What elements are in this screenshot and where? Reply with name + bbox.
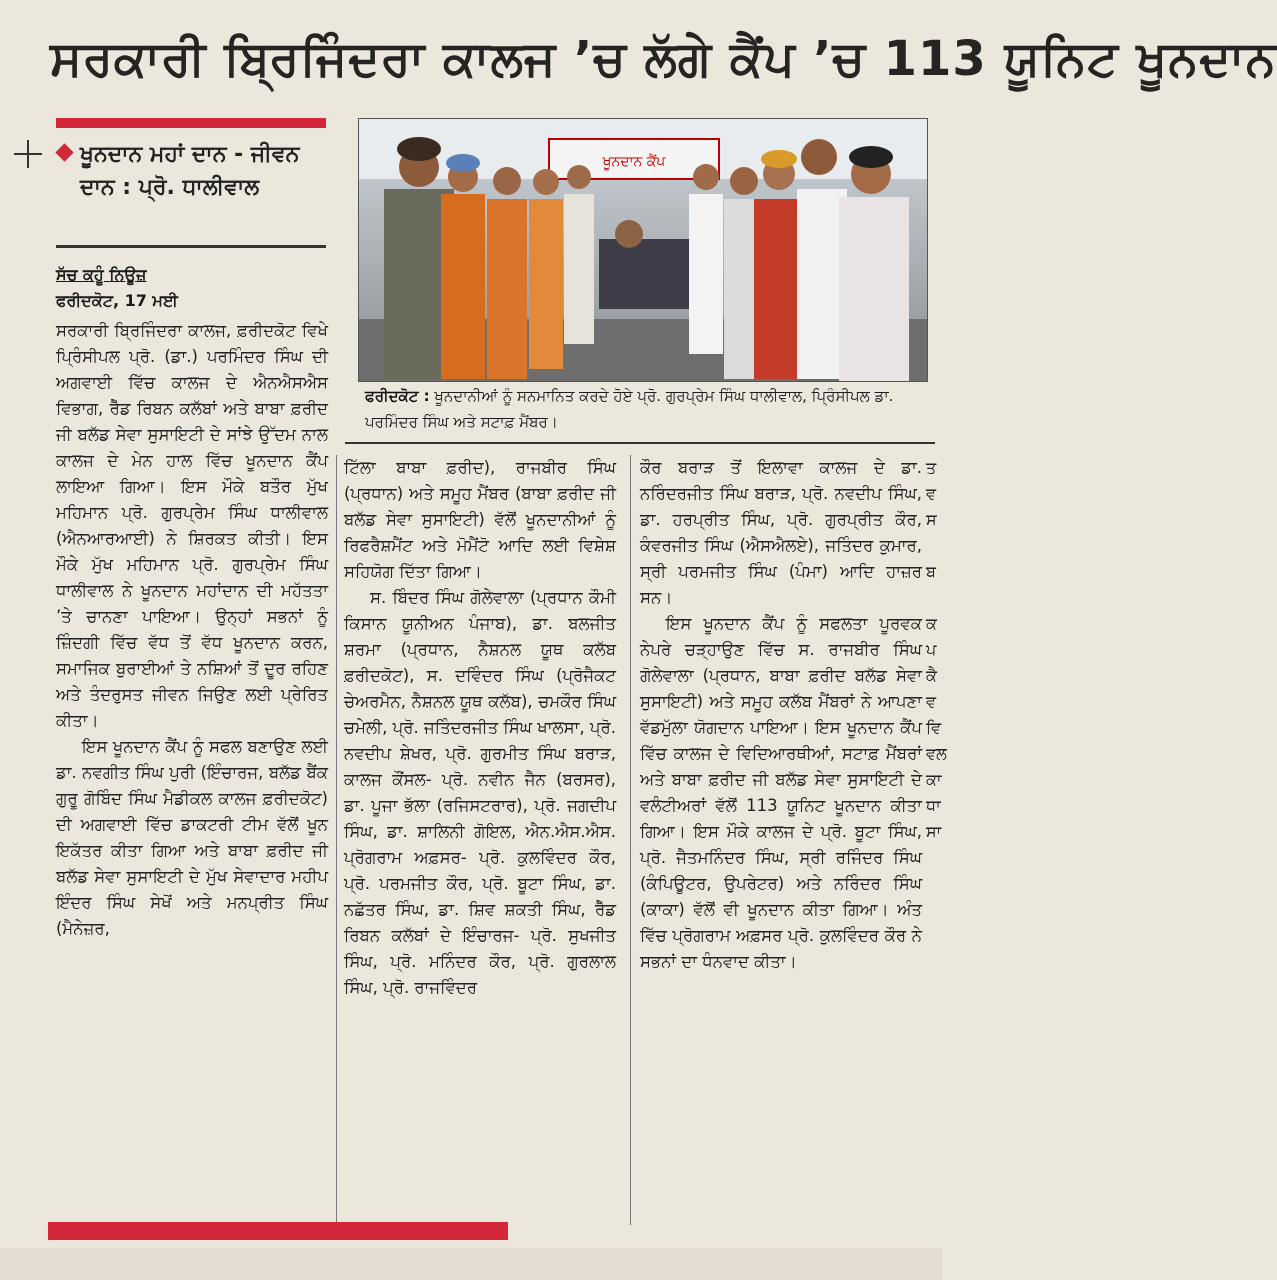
paragraph: ਕੌਰ ਬਰਾੜ ਤੋਂ ਇਲਾਵਾ ਕਾਲਜ ਦੇ ਡਾ. ਨਰਿੰਦਰਜੀਤ ਸਿੰਘ ਬਰਾੜ, ਪ੍ਰੋ. ਨਵਦੀਪ ਸਿੰਘ, ਡਾ. ਹਰਪ੍ਰੀਤ ਸਿੰਘ, ਪ੍ਰੋ. ਗੁਰਪ੍ਰੀਤ ਕੌਰ, ਕੰਵਰਜੀਤ ਸਿੰਘ (ਐਸਐਲਏ), ਜਤਿੰਦਰ ਕੁਮਾਰ, ਸ੍ਰੀ ਪਰਮਜੀਤ ਸਿੰਘ (ਪੰਮਾ) ਆਦਿ ਹਾਜ਼ਰ ਸਨ। xyxy=(640,458,922,607)
news-source: ਸੱਚ ਕਹੂੰ ਨਿਊਜ਼ xyxy=(56,265,147,284)
bottom-red-bar xyxy=(48,1222,508,1240)
article-column-2 xyxy=(344,455,616,1001)
paragraph: ਸ. ਬਿੰਦਰ ਸਿੰਘ ਗੋਲੇਵਾਲਾ (ਪ੍ਰਧਾਨ ਕੌਮੀ ਕਿਸਾਨ ਯੂਨੀਅਨ ਪੰਜਾਬ), ਡਾ. ਬਲਜੀਤ ਸ਼ਰਮਾ (ਪ੍ਰਧਾਨ, ਨੈਸ਼ਨਲ ਯੂਥ ਕਲੱਬ ਫ਼ਰੀਦਕੋਟ), ਸ. ਦਵਿੰਦਰ ਸਿੰਘ (ਪ੍ਰੋਜੈਕਟ ਚੇਅਰਮੈਨ, ਨੈਸ਼ਨਲ ਯੂਥ ਕਲੱਬ), ਚਮਕੌਰ ਸਿੰਘ ਚਮੇਲੀ, ਪ੍ਰੋ. ਜਤਿੰਦਰਜੀਤ ਸਿੰਘ ਖਾਲਸਾ, ਪ੍ਰੋ. ਨਵਦੀਪ ਸ਼ੇਖਰ, ਪ੍ਰੋ. ਗੁਰਮੀਤ ਸਿੰਘ ਬਰਾੜ, ਕਾਲਜ ਕੌਂਸਲ- ਪ੍ਰੋ. ਨਵੀਨ ਜੈਨ (ਬਰਸਰ), ਡਾ. ਪੂਜਾ ਭੱਲਾ (ਰਜਿਸਟਰਾਰ), ਪ੍ਰੋ. ਜਗਦੀਪ ਸਿੰਘ, ਡਾ. ਸ਼ਾਲਿਨੀ ਗੋਇਲ, ਐਨ.ਐਸ.ਐਸ. ਪ੍ਰੋਗਰਾਮ ਅਫ਼ਸਰ- ਪ੍ਰੋ. ਕੁਲਵਿੰਦਰ ਕੌਰ, ਪ੍ਰੋ. ਪਰਮਜੀਤ ਕੌਰ, ਪ੍ਰੋ. ਬੂਟਾ ਸਿੰਘ, ਡਾ. ਨਛੱਤਰ ਸਿੰਘ, ਡਾ. ਸ਼ਿਵ ਸ਼ਕਤੀ ਸਿੰਘ, ਰੈੱਡ ਰਿਬਨ ਕਲੱਬਾਂ ਦੇ ਇੰਚਾਰਜ- ਪ੍ਰੋ. ਸੁਖਜੀਤ ਸਿੰਘ, ਪ੍ਰੋ. ਮਨਿੰਦਰ ਕੌਰ, ਪ੍ਰੋ. ਗੁਰਲਾਲ ਸਿੰਘ, ਪ੍ਰੋ. ਰਾਜਵਿੰਦਰ xyxy=(344,588,616,997)
byline xyxy=(56,262,326,314)
caption-place: ਫਰੀਦਕੋਟ : xyxy=(365,387,430,405)
column-divider xyxy=(630,455,631,1225)
subhead-red-bar xyxy=(56,118,326,128)
crop-mark-icon xyxy=(14,140,42,168)
article-headline: ਸਰਕਾਰੀ ਬ੍ਰਿਜਿੰਦਰਾ ਕਾਲਜ ’ਚ ਲੱਗੇ ਕੈਂਪ ’ਚ 113 ਯੂਨਿਟ ਖੂਨਦਾਨ xyxy=(50,31,1277,87)
dateline: ਫਰੀਦਕੋਟ, 17 ਮਈ xyxy=(56,291,178,310)
group-photo-image xyxy=(359,119,927,381)
adjacent-article-fragment: ਤ ਵ ਸ ਬ ਕ ਪ ਕੈ ਵ ਵਿ ਵਲ ਕਾ ਧਾ ਸਾ xyxy=(926,458,947,841)
event-photo xyxy=(358,118,928,382)
paragraph: ਇਸ ਖੂਨਦਾਨ ਕੈਂਪ ਨੂੰ ਸਫਲ ਬਣਾਉਣ ਲਈ ਡਾ. ਨਵਗੀਤ ਸਿੰਘ ਪੁਰੀ (ਇੰਚਾਰਜ, ਬਲੱਡ ਬੈਂਕ ਗੁਰੂ ਗੋਬਿੰਦ ਸਿੰਘ ਮੈਡੀਕਲ ਕਾਲਜ ਫ਼ਰੀਦਕੋਟ) ਦੀ ਅਗਵਾਈ ਵਿੱਚ ਡਾਕਟਰੀ ਟੀਮ ਵੱਲੋਂ ਖੂਨ ਇਕੱਤਰ ਕੀਤਾ ਗਿਆ ਅਤੇ ਬਾਬਾ ਫ਼ਰੀਦ ਜੀ ਬਲੱਡ ਸੇਵਾ ਸੁਸਾਇਟੀ ਦੇ ਮੁੱਖ ਸੇਵਾਦਾਰ ਮਹੀਪ ਇੰਦਰ ਸਿੰਘ ਸੇਖੋਂ ਅਤੇ ਮਨਪ੍ਰੀਤ ਸਿੰਘ (ਮੈਨੇਜ਼ਰ, xyxy=(56,737,328,938)
article-column-3 xyxy=(640,455,922,975)
subhead-divider xyxy=(56,245,326,248)
article-column-1 xyxy=(56,318,328,942)
paragraph: ਟਿੱਲਾ ਬਾਬਾ ਫ਼ਰੀਦ), ਰਾਜਬੀਰ ਸਿੰਘ (ਪ੍ਰਧਾਨ) ਅਤੇ ਸਮੂਹ ਮੈਂਬਰ (ਬਾਬਾ ਫ਼ਰੀਦ ਜੀ ਬਲੱਡ ਸੇਵਾ ਸੁਸਾਇਟੀ) ਵੱਲੋਂ ਖੂਨਦਾਨੀਆਂ ਨੂੰ ਰਿਫਰੈਸ਼ਮੈਂਟ ਅਤੇ ਮੋਮੈਂਟੋ ਆਦਿ ਲਈ ਵਿਸ਼ੇਸ਼ ਸਹਿਯੋਗ ਦਿੱਤਾ ਗਿਆ। xyxy=(344,458,616,581)
article-subhead: ਖੂਨਦਾਨ ਮਹਾਂ ਦਾਨ - ਜੀਵਨ ਦਾਨ : ਪ੍ਰੋ. ਧਾਲੀਵਾਲ xyxy=(80,142,300,200)
subhead-block xyxy=(80,138,330,204)
column-divider xyxy=(336,455,337,1225)
paragraph: ਇਸ ਖੂਨਦਾਨ ਕੈਂਪ ਨੂੰ ਸਫਲਤਾ ਪੂਰਵਕ ਨੇਪਰੇ ਚੜ੍ਹਾਉਣ ਵਿੱਚ ਸ. ਰਾਜਬੀਰ ਸਿੰਘ ਗੋਲੇਵਾਲਾ (ਪ੍ਰਧਾਨ, ਬਾਬਾ ਫ਼ਰੀਦ ਬਲੱਡ ਸੇਵਾ ਸੁਸਾਇਟੀ) ਅਤੇ ਸਮੂਹ ਕਲੱਬ ਮੈਂਬਰਾਂ ਨੇ ਆਪਣਾ ਵੱਡਮੁੱਲਾ ਯੋਗਦਾਨ ਪਾਇਆ। ਇਸ ਖੂਨਦਾਨ ਕੈਂਪ ਵਿੱਚ ਕਾਲਜ ਦੇ ਵਿਦਿਆਰਥੀਆਂ, ਸਟਾਫ਼ ਮੈਂਬਰਾਂ ਅਤੇ ਬਾਬਾ ਫ਼ਰੀਦ ਜੀ ਬਲੱਡ ਸੇਵਾ ਸੁਸਾਇਟੀ ਦੇ ਵਲੰਟੀਅਰਾਂ ਵੱਲੋਂ 113 ਯੂਨਿਟ ਖੂਨਦਾਨ ਕੀਤਾ ਗਿਆ। ਇਸ ਮੌਕੇ ਕਾਲਜ ਦੇ ਪ੍ਰੋ. ਬੂਟਾ ਸਿੰਘ, ਪ੍ਰੋ. ਜੈਤਮਨਿੰਦਰ ਸਿੰਘ, ਸ੍ਰੀ ਰਜਿੰਦਰ ਸਿੰਘ (ਕੰਪਿਊਟਰ, ਉਪਰੇਟਰ) ਅਤੇ ਨਰਿੰਦਰ ਸਿੰਘ (ਕਾਕਾ) ਵੱਲੋਂ ਵੀ ਖੂਨਦਾਨ ਕੀਤਾ ਗਿਆ। ਅੰਤ ਵਿੱਚ ਪ੍ਰੋਗਰਾਮ ਅਫ਼ਸਰ ਪ੍ਰੋ. ਕੁਲਵਿੰਦਰ ਕੌਰ ਨੇ ਸਭਨਾਂ ਦਾ ਧੰਨਵਾਦ ਕੀਤਾ। xyxy=(640,614,922,971)
photo-caption xyxy=(365,383,925,435)
caption-text: ਖੂਨਦਾਨੀਆਂ ਨੂੰ ਸਨਮਾਨਿਤ ਕਰਦੇ ਹੋਏ ਪ੍ਰੋ. ਗੁਰਪ੍ਰੇਮ ਸਿੰਘ ਧਾਲੀਵਾਲ, ਪ੍ਰਿੰਸੀਪਲ ਡਾ. ਪਰਮਿੰਦਰ ਸਿੰਘ ਅਤੇ ਸਟਾਫ਼ ਮੈਂਬਰ। xyxy=(365,387,894,431)
page-bottom-edge xyxy=(0,1248,942,1280)
photo-banner-text: ਖੂਨਦਾਨ ਕੈਂਪ xyxy=(602,154,666,170)
caption-divider xyxy=(345,442,935,444)
bullet-diamond-icon xyxy=(55,143,73,161)
paragraph: ਸਰਕਾਰੀ ਬ੍ਰਿਜਿੰਦਰਾ ਕਾਲਜ, ਫ਼ਰੀਦਕੋਟ ਵਿਖੇ ਪ੍ਰਿੰਸੀਪਲ ਪ੍ਰੋ. (ਡਾ.) ਪਰਮਿੰਦਰ ਸਿੰਘ ਦੀ ਅਗਵਾਈ ਵਿੱਚ ਕਾਲਜ ਦੇ ਐਨਐਸਐਸ ਵਿਭਾਗ, ਰੈੱਡ ਰਿਬਨ ਕਲੱਬਾਂ ਅਤੇ ਬਾਬਾ ਫ਼ਰੀਦ ਜੀ ਬਲੱਡ ਸੇਵਾ ਸੁਸਾਇਟੀ ਦੇ ਸਾਂਝੇ ਉੱਦਮ ਨਾਲ ਕਾਲਜ ਦੇ ਮੇਨ ਹਾਲ ਵਿੱਚ ਖੂਨਦਾਨ ਕੈਂਪ ਲਾਇਆ ਗਿਆ। ਇਸ ਮੌਕੇ ਬਤੌਰ ਮੁੱਖ ਮਹਿਮਾਨ ਪ੍ਰੋ. ਗੁਰਪ੍ਰੇਮ ਸਿੰਘ ਧਾਲੀਵਾਲ (ਐਨਆਰਆਈ) ਨੇ ਸ਼ਿਰਕਤ ਕੀਤੀ। ਇਸ ਮੌਕੇ ਮੁੱਖ ਮਹਿਮਾਨ ਪ੍ਰੋ. ਗੁਰਪ੍ਰੇਮ ਸਿੰਘ ਧਾਲੀਵਾਲ ਨੇ ਖੂਨਦਾਨ ਮਹਾਂਦਾਨ ਦੀ ਮਹੱਤਤਾ ’ਤੇ ਚਾਨਣਾ ਪਾਇਆ। ਉਨ੍ਹਾਂ ਸਭਨਾਂ ਨੂੰ ਜ਼ਿੰਦਗੀ ਵਿੱਚ ਵੱਧ ਤੋਂ ਵੱਧ ਖੂਨਦਾਨ ਕਰਨ, ਸਮਾਜਿਕ ਬੁਰਾਈਆਂ ਤੇ ਨਸ਼ਿਆਂ ਤੋਂ ਦੂਰ ਰਹਿਣ ਅਤੇ ਤੰਦਰੁਸਤ ਜੀਵਨ ਜਿਉਣ ਲਈ ਪ੍ਰੇਰਿਤ ਕੀਤਾ। xyxy=(56,321,328,730)
